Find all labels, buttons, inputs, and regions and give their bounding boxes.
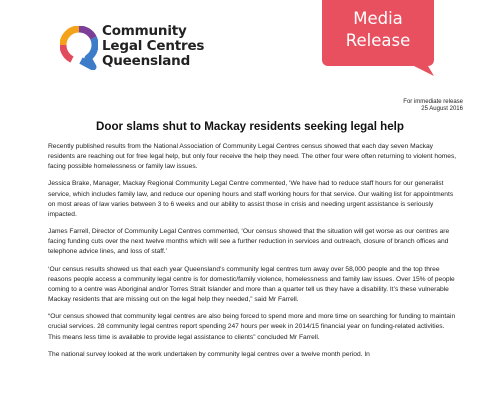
badge-line-1: Media (353, 9, 403, 28)
badge-line-2: Release (345, 31, 411, 50)
page-title: Door slams shut to Mackay residents seeking legal help (96, 120, 404, 133)
organization-name (102, 24, 204, 69)
paragraph-5: “Our census showed that community legal centres are also being forced to spend more and more time on searching for funding to maintain crucial services. 28 community legal centres report spending 247 hours per week in 2014/15 financial year on funding-related activities. This means less time is available to provide legal assistance to clients” concluded Mr Farrell. (48, 313, 456, 341)
paragraph-6: The national survey looked at the work undertaken by community legal centres over a twelve month period. In (48, 350, 370, 358)
paragraph-4: ‘Our census results showed us that each year Queensland’s community legal centres turn away over 58,000 people and the top three reasons people access a community legal centre is for domestic/family violence, homelessness and family law issues. Over 15% of people coming to a centre was Aboriginal and/or Torres Strait Islander and more than a quarter tell us they have a disability. It’s these vulnerable Mackay residents that are missing out on the legal help they needed,” said Mr Farrell. (48, 265, 455, 304)
organization-logo (60, 24, 230, 84)
organization-name-line-2: Legal Centres (102, 38, 205, 54)
clcq-logo-icon (60, 26, 98, 70)
article-body (48, 142, 458, 367)
release-meta (403, 99, 463, 113)
organization-name-line-3: Queensland (102, 53, 191, 69)
organization-name-line-1: Community (102, 23, 187, 39)
media-release-badge (322, 0, 444, 74)
paragraph-2: Jessica Brake, Manager, Mackay Regional Community Legal Centre commented, ‘We have had to reduce staff hours for our generalist service, which includes family law, and reduce our opening hours and staff working hours for that service. Our waiting list for appointments on most areas of law varies between 3 to 6 weeks and our ability to assist those in crisis and needing urgent assistance is seriously impacted. (48, 180, 454, 218)
paragraph-1: Recently published results from the National Association of Community Legal Centres census showed that each day seven Mackay residents are reaching out for free legal help, but only four receive the help they need. The other four were often returning to violent homes, facing possible homelessness or family law issues. (48, 143, 457, 171)
release-label: For immediate release (403, 99, 463, 105)
release-date: 25 August 2016 (421, 106, 463, 112)
paragraph-3: James Farrell, Director of Community Legal Centres commented, ‘Our census showed that the situation will get worse as our centres are facing funding cuts over the next twelve months which will see a further reduction in services and outreach, closure of branch offices and telephone advice lines, and loss of staff.’ (48, 228, 450, 256)
